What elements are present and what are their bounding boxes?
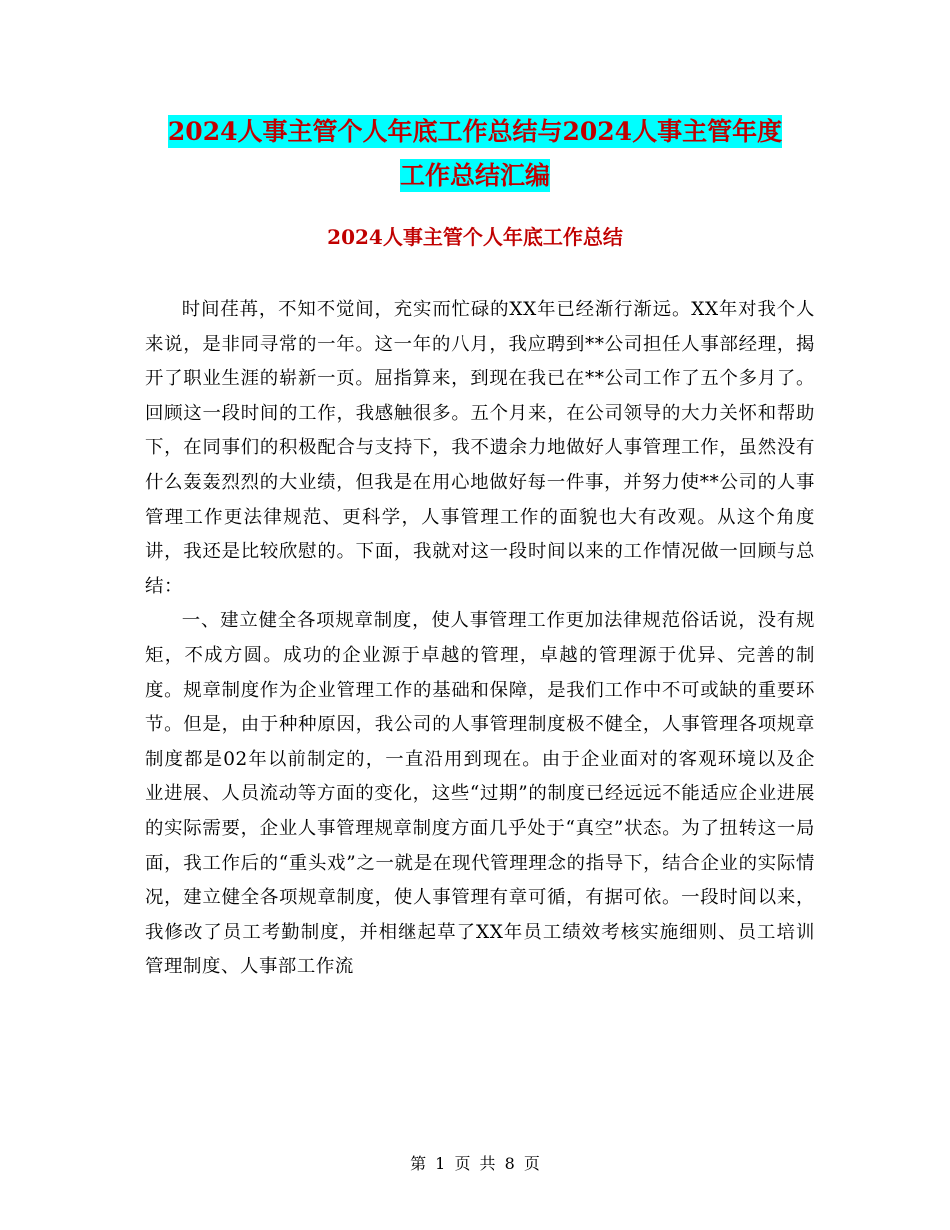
section-title: 2024人事主管个人年底工作总结 [327,225,623,249]
paragraph: 时间荏苒，不知不觉间，充实而忙碌的XX年已经渐行渐远。XX年对我个人来说，是非同寻常的一年。这一年的八月，我应聘到**公司担任人事部经理，揭开了职业生涯的崭新一页。屈指算来，到现在我已在**公司工作了五个多月了。回顾这一段时间的工作，我感触很多。五个月来，在公司领导的大力关怀和帮助下，在同事们的积极配合与支持下，我不遗余力地做好人事管理工作，虽然没有什么轰轰烈烈的大业绩，但我是在用心地做好每一件事，并努力使**公司的人事管理工作更法律规范、更科学，人事管理工作的面貌也大有改观。从这个角度讲，我还是比较欣慰的。下面，我就对这一段时间以来的工作情况做一回顾与总结： [145,299,815,597]
title-line-1: 2024人事主管个人年底工作总结与2024人事主管年度 [167,117,783,146]
document-body [145,293,815,985]
page-footer: 第 1 页 共 8 页 [410,1154,540,1173]
title-line-2: 工作总结汇编 [399,161,550,190]
paragraph: 一、建立健全各项规章制度，使人事管理工作更加法律规范俗话说，没有规矩，不成方圆。成功的企业源于卓越的管理，卓越的管理源于优异、完善的制度。规章制度作为企业管理工作的基础和保障，是我们工作中不可或缺的重要环节。但是，由于种种原因，我公司的人事管理制度极不健全，人事管理各项规章制度都是02年以前制定的，一直沿用到现在。由于企业面对的客观环境以及企业进展、人员流动等方面的变化，这些“过期”的制度已经远远不能适应企业进展的实际需要，企业人事管理规章制度方面几乎处于“真空”状态。为了扭转这一局面，我工作后的“重头戏”之一就是在现代管理理念的指导下，结合企业的实际情况，建立健全各项规章制度，使人事管理有章可循，有据可依。一段时间以来，我修改了员工考勤制度，并相继起草了XX年员工绩效考核实施细则、员工培训管理制度、人事部工作流 [145,610,815,978]
document-title [0,110,950,198]
